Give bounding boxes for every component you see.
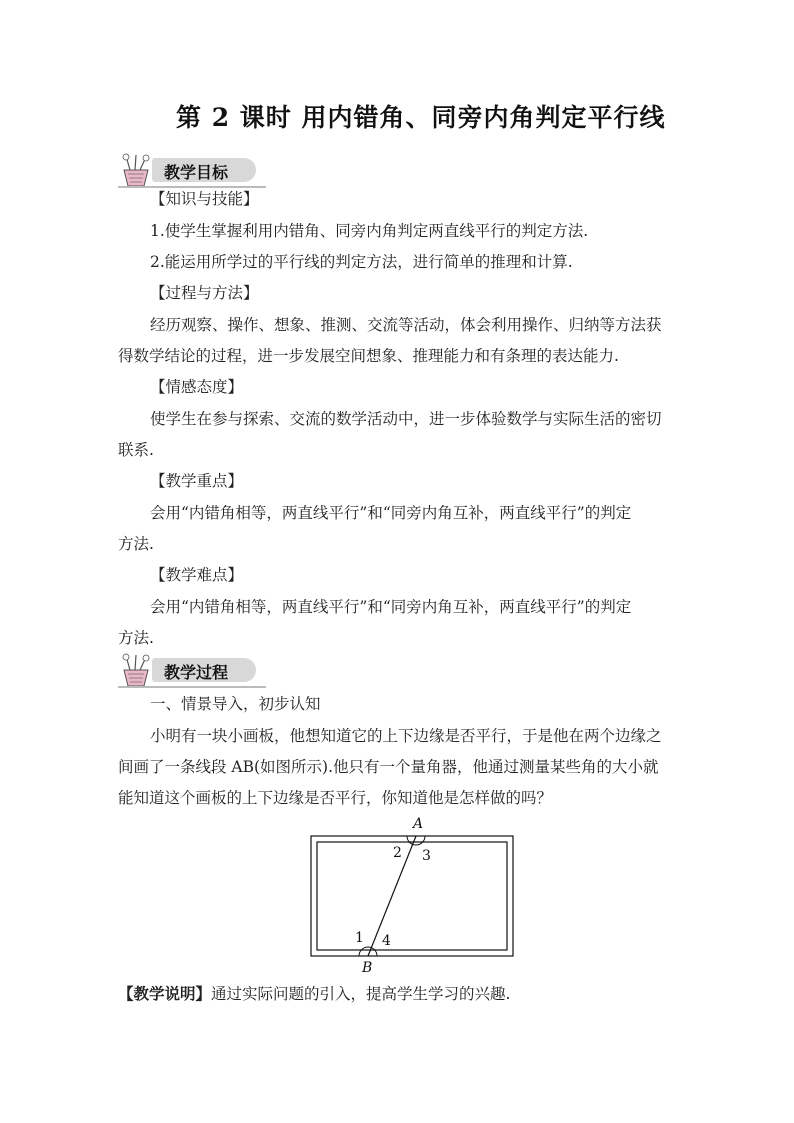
- section-header-goals: [118, 152, 268, 190]
- label-b: B: [362, 960, 373, 976]
- basket-icon: [118, 152, 162, 190]
- teaching-note: [118, 984, 510, 1004]
- page-title: 第 2 课时 用内错角、同旁内角判定平行线: [176, 103, 666, 132]
- heading-key-point: 【教学重点】: [150, 472, 244, 490]
- heading-difficulty: 【教学难点】: [150, 566, 244, 584]
- teaching-note-label: 【教学说明】: [118, 984, 212, 1003]
- text-knowledge-2: 2.能运用所学过的平行线的判定方法，进行简单的推理和计算.: [150, 253, 573, 271]
- board-outer-frame: [311, 836, 513, 956]
- text-scenario-line-1: 小明有一块小画板，他想知道它的上下边缘是否平行，于是他在两个边缘之: [150, 727, 662, 745]
- text-key-line-2: 方法.: [118, 535, 154, 553]
- text-process-line-1: 经历观察、操作、想象、推测、交流等活动，体会利用操作、归纳等方法获: [150, 316, 662, 334]
- section-underline: [118, 686, 266, 688]
- angle-label-3: 3: [422, 848, 431, 864]
- heading-part-1: 一、情景导入，初步认知: [150, 695, 321, 713]
- segment-ab: [368, 836, 416, 956]
- basket-icon: [118, 652, 162, 690]
- text-emotion-line-2: 联系.: [118, 441, 154, 459]
- angle-label-1: 1: [355, 930, 364, 946]
- section-header-label: 教学目标: [164, 163, 229, 182]
- text-scenario-line-3: 能知道这个画板的上下边缘是否平行，你知道他是怎样做的吗？: [118, 789, 553, 807]
- text-process-line-2: 得数学结论的过程，进一步发展空间想象、推理能力和有条理的表达能力.: [118, 347, 619, 365]
- label-a: A: [413, 816, 424, 832]
- text-knowledge-1: 1.使学生掌握利用内错角、同旁内角判定两直线平行的判定方法.: [150, 222, 589, 240]
- drawing-board-figure: [304, 812, 522, 976]
- text-scenario-line-2: 间画了一条线段 AB(如图所示).他只有一个量角器，他通过测量某些角的大小就: [118, 758, 659, 776]
- heading-process: 【过程与方法】: [150, 284, 259, 302]
- heading-emotion: 【情感态度】: [150, 378, 244, 396]
- angle-label-2: 2: [393, 845, 402, 861]
- board-inner-frame: [317, 842, 507, 950]
- angle-label-4: 4: [382, 933, 391, 949]
- text-emotion-line-1: 使学生在参与探索、交流的数学活动中，进一步体验数学与实际生活的密切: [150, 410, 662, 428]
- teaching-note-text: 通过实际问题的引入，提高学生学习的兴趣.: [211, 985, 511, 1003]
- text-difficulty-line-1: 会用“内错角相等，两直线平行”和“同旁内角互补，两直线平行”的判定: [150, 598, 632, 616]
- heading-knowledge: 【知识与技能】: [150, 190, 259, 208]
- text-difficulty-line-2: 方法.: [118, 629, 154, 647]
- section-header-process: [118, 652, 268, 690]
- text-key-line-1: 会用“内错角相等，两直线平行”和“同旁内角互补，两直线平行”的判定: [150, 504, 632, 522]
- section-header-label: 教学过程: [164, 663, 229, 682]
- section-underline: [118, 186, 266, 188]
